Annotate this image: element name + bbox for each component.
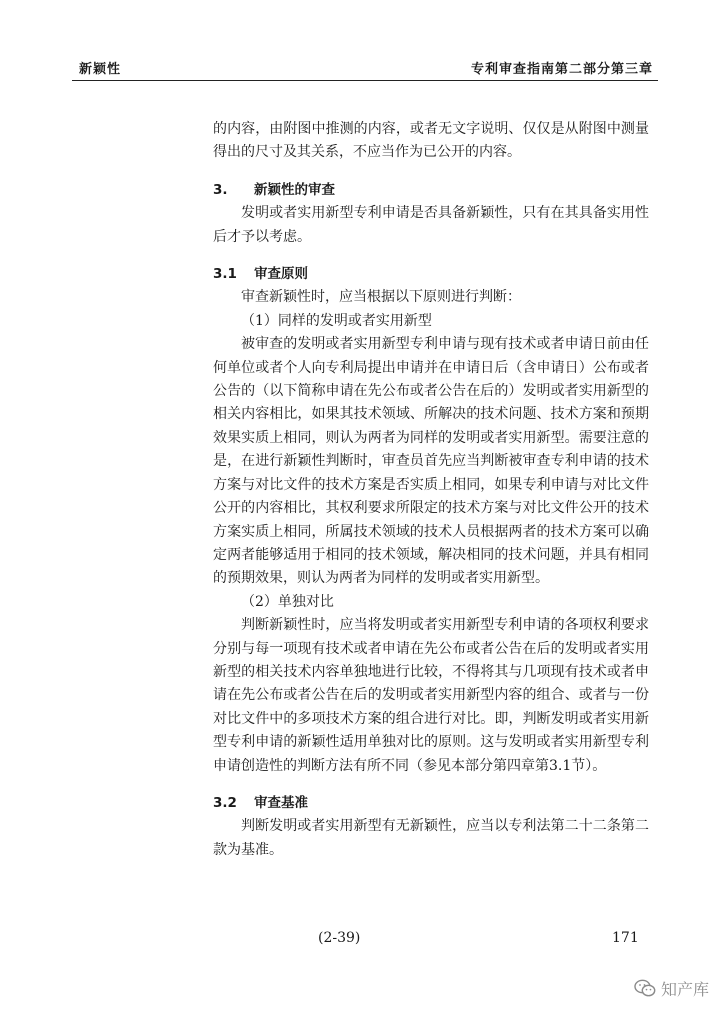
watermark-text: 知产库	[661, 980, 710, 999]
wechat-icon	[634, 979, 656, 998]
section-3-1-number: 3.1	[213, 266, 237, 283]
item-1-body: 被审查的发明或者实用新型专利申请与现有技术或者申请日前由任何单位或者个人向专利局提出申请并在申请日后（含申请日）公布或者公告的（以下简称申请在先公布或者公告在后的）发明或者实用新型的相关内容相比，如果其技术领域、所解决的技术问题、技术方案和预期效果实质上相同，则认为两者为同样的发明或者实用新型。需要注意的是，在进行新颖性判断时，审查员首先应当判断被审查专利申请的技术方案与对比文件的技术方案是否实质上相同，如果专利申请与对比文件公开的内容相比，其权利要求所限定的技术方案与对比文件公开的技术方案实质上相同，所属技术领域的技术人员根据两者的技术方案可以确定两者能够适用于相同的技术领域，解决相同的技术问题，并具有相同的预期效果，则认为两者为同样的发明或者实用新型。	[213, 336, 649, 587]
section-3-1-heading	[213, 263, 649, 286]
footer-page-number: 171	[612, 930, 639, 946]
section-3-1-title: 审查原则	[254, 266, 308, 283]
section-3-2-heading	[213, 792, 649, 815]
section-3-title: 新颖性的审查	[254, 181, 335, 198]
footer-page-label: (2-39)	[318, 930, 361, 946]
spacer	[213, 778, 649, 792]
watermark	[634, 977, 709, 1000]
spacer	[213, 165, 649, 179]
spacer	[213, 249, 649, 263]
section-3-1-intro: 审查新颖性时，应当根据以下原则进行判断：	[241, 289, 521, 306]
item-1-title: （1）同样的发明或者实用新型	[241, 312, 432, 329]
item-2-title: （2）单独对比	[241, 593, 334, 610]
section-3-2-title: 审查基准	[254, 794, 308, 811]
page-body	[213, 118, 649, 862]
item-2-body: 判断新颖性时，应当将发明或者实用新型专利申请的各项权利要求分别与每一项现有技术或者申请在先公布或者公告在后的发明或者实用新型的相关技术内容单独地进行比较，不得将其与几项现有技术或者申请在先公布或者公告在后的发明或者实用新型内容的组合、或者与一份对比文件中的多项技术方案的组合进行对比。即，判断发明或者实用新型专利申请的新颖性适用单独对比的原则。这与发明或者实用新型专利申请创造性的判断方法有所不同（参见本部分第四章第3.1节）。	[213, 617, 649, 774]
section-3-number: 3.	[213, 181, 228, 198]
section-3-paragraph: 发明或者实用新型专利申请是否具备新颖性，只有在其具备实用性后才予以考虑。	[213, 205, 649, 245]
running-header-left: 新颖性	[79, 62, 122, 77]
section-3-2-number: 3.2	[213, 794, 237, 811]
intro-paragraph: 的内容，由附图中推测的内容，或者无文字说明、仅仅是从附图中测量得出的尺寸及其关系，不应当作为已公开的内容。	[213, 121, 649, 161]
section-3-2-paragraph: 判断发明或者实用新型有无新颖性，应当以专利法第二十二条第二款为基准。	[213, 818, 649, 858]
header-rule	[72, 80, 658, 81]
section-3-heading	[213, 179, 649, 202]
running-header-right: 专利审查指南第二部分第三章	[470, 62, 653, 77]
